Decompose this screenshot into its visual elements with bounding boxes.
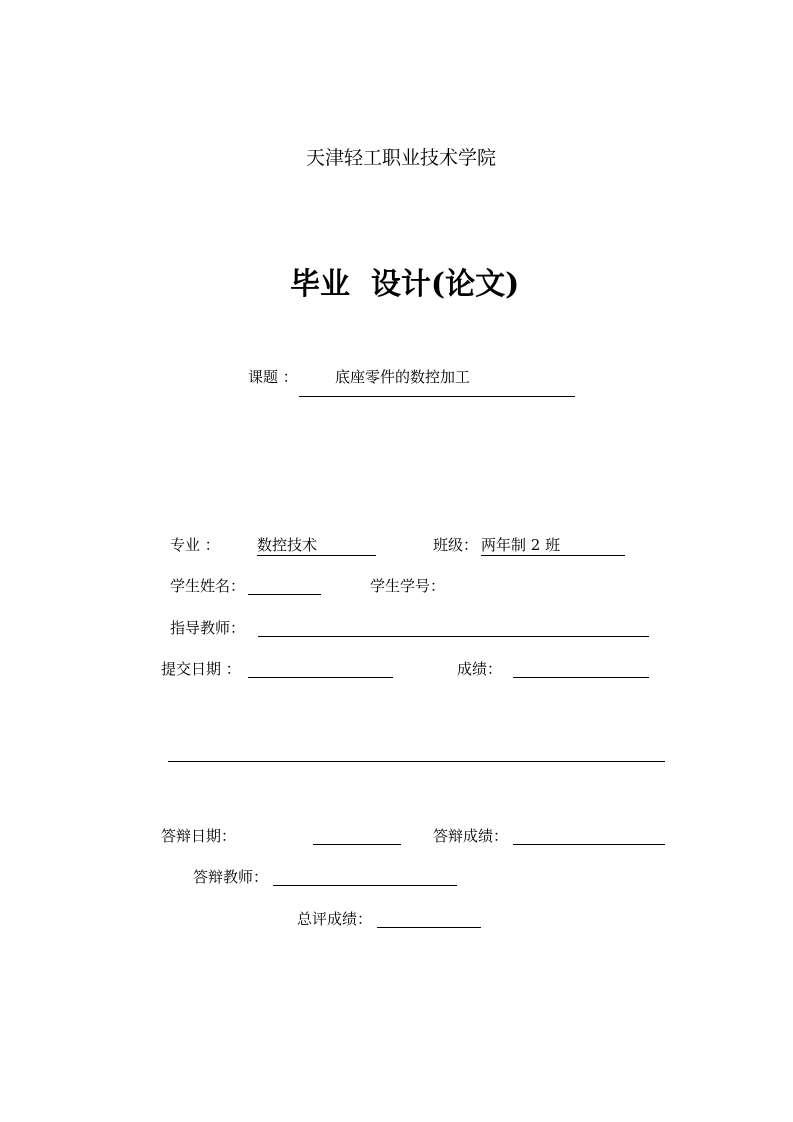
submit-date-underline <box>248 677 393 678</box>
class-value: 两年制 2 班 <box>481 536 625 556</box>
student-name-underline <box>248 594 321 595</box>
defense-teacher-label: 答辩教师： <box>193 868 269 886</box>
student-id-label: 学生学号： <box>370 577 446 595</box>
overall-grade-underline <box>377 927 481 928</box>
separator-line <box>168 761 665 762</box>
overall-grade-label: 总评成绩： <box>297 910 373 928</box>
student-name-label: 学生姓名： <box>170 577 246 595</box>
defense-grade-label: 答辩成绩： <box>433 827 509 845</box>
major-value: 数控技术 <box>257 536 376 556</box>
topic-label: 课题 ： <box>248 368 298 386</box>
defense-date-label: 答辩日期： <box>161 827 237 845</box>
grade-label: 成绩： <box>457 660 503 678</box>
submit-date-label: 提交日期 ： <box>161 660 241 678</box>
defense-date-underline <box>313 844 401 845</box>
advisor-label: 指导教师： <box>170 619 246 637</box>
topic-value: 底座零件的数控加工 <box>335 368 471 386</box>
grade-underline <box>513 677 649 678</box>
advisor-underline <box>258 636 649 637</box>
defense-grade-underline <box>513 844 665 845</box>
document-title: 毕业 设计(论文) <box>290 267 520 302</box>
topic-underline <box>299 396 575 397</box>
class-label: 班级： <box>433 536 479 554</box>
major-label: 专业 ： <box>170 536 220 554</box>
institution-name: 天津轻工职业技术学院 <box>306 147 497 169</box>
defense-teacher-underline <box>273 885 457 886</box>
